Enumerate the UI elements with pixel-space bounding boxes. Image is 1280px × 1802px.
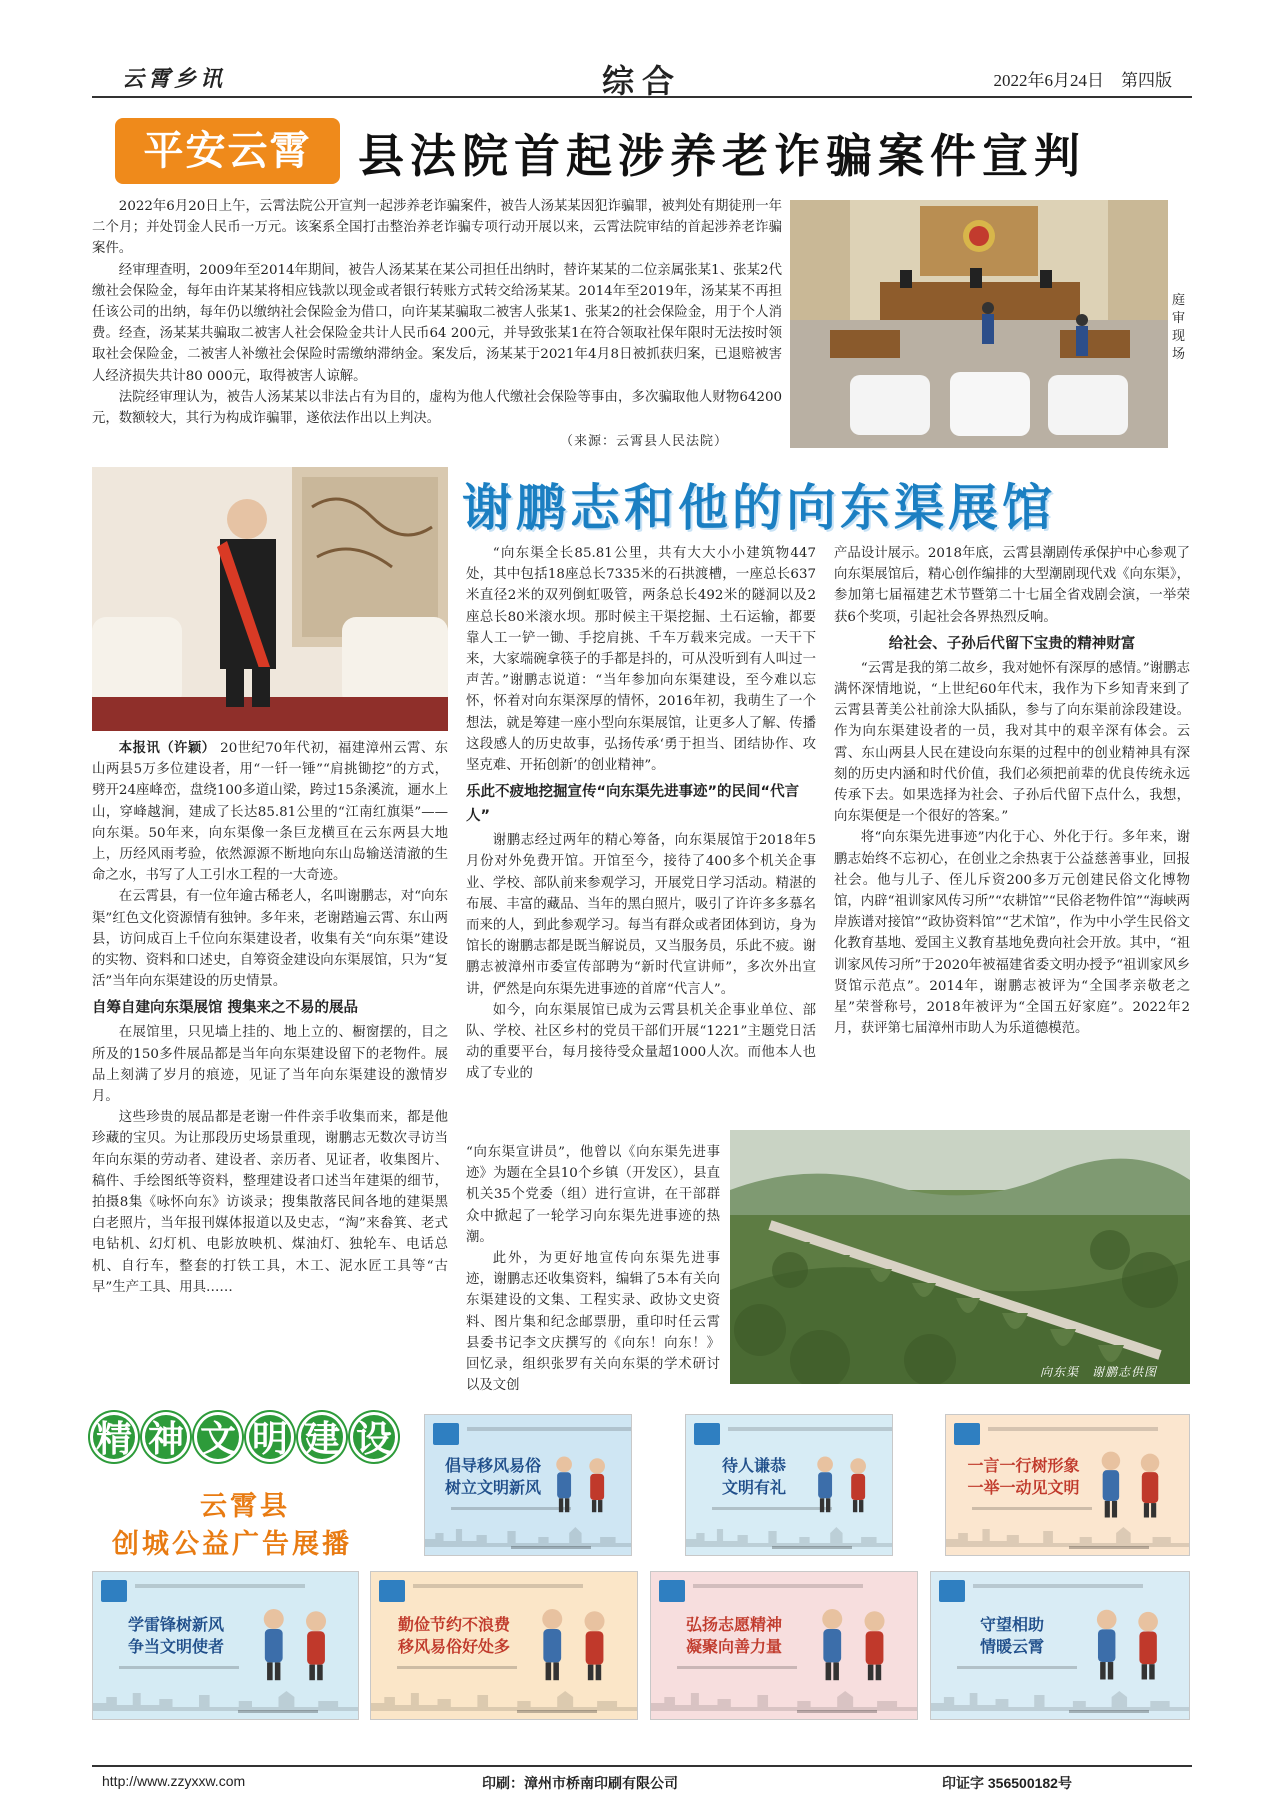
footer [92, 1765, 1192, 1793]
article-paragraph: 法院经审理认为，被告人汤某某以非法占有为目的，虚构为他人代缴社会保险等事由，多次骗取他人财物64200元，数额较大，其行为构成诈骗罪，遂依法作出以上判决。 [92, 389, 782, 427]
civility-title [90, 1412, 420, 1462]
poster-slogan [441, 1455, 545, 1499]
poster-slogan-line: 凝聚向善力量 [685, 1637, 782, 1656]
article-paragraph: 这些珍贵的展品都是老谢一件件亲手收集而来，都是他珍藏的宝贝。为让那段历史场景重现，谢鹏志无数次寻访当年向东渠的劳动者、建设者、亲历者、见证者，收集图片、稿件、手绘图纸等资料，整理建设者口述当年建渠的细节，拍摄8集《咏怀向东》访谈录；搜集散落民间各地的建渠黑白老照片，当年报刊媒体报道以及史志，“淘”来畚箕、老式电钻机、幻灯机、电影放映机、煤油灯、独轮车、电话总机、自行车，整套的打铁工具，木工、泥水匠工具等“古早”生产工具、用具…… [92, 1110, 448, 1295]
aqueduct-photo [730, 1130, 1190, 1384]
poster-fineprint [397, 1666, 517, 1669]
poster-skyline [371, 1687, 637, 1711]
photo-caption: 向东渠 谢鹏志供图 [1040, 1365, 1158, 1379]
title-char: 明 [246, 1412, 294, 1462]
article-paragraph: 在云霄县，有一位年逾古稀老人，名叫谢鹏志，对“向东渠”红色文化资源情有独钟。多年来，老谢踏遍云霄、东山两县，访问成百上千位向东渠建设者，收集有关“向东渠”建设的实物、资料和口述史，自筹资金建设向东渠展馆，只为“复活”当年向东渠建设的历史情景。 [92, 889, 448, 990]
article-paragraph: 2022年6月20日上午，云霄法院公开宣判一起涉养老诈骗案件，被告人汤某某因犯诈骗罪，被判处有期徒刑一年二个月；并处罚金人民币一万元。该案系全国打击整治养老诈骗专项行动开展以来，云霄法院审结的首起涉养老诈骗案件。 [92, 199, 782, 257]
poster-slogan-line: 学雷锋树新风 [127, 1615, 224, 1634]
poster-logo-icon [101, 1580, 127, 1602]
civility-poster [370, 1571, 638, 1720]
article-column-3 [834, 543, 1190, 1039]
poster-illustration [240, 1599, 352, 1688]
poster-logo-icon [694, 1423, 720, 1445]
poster-header-strip [728, 1427, 893, 1431]
article-paragraph: 产品设计展示。2018年底，云霄县潮剧传承保护中心参观了向东渠展馆后，精心创作编排的大型潮剧现代戏《向东渠》，参加第七届福建艺术节暨第二十七届全省戏剧会演，一举荣获6个奖项，引起社会各界热烈反响。 [834, 546, 1190, 625]
poster-slogan-line: 文明有礼 [721, 1478, 786, 1497]
poster-slogan-line: 情暖云霄 [979, 1637, 1044, 1656]
license-number: 印证字 356500182号 [942, 1775, 1072, 1791]
safe-yunxiao-badge: 平安云霄 [115, 118, 340, 184]
title-char: 精 [90, 1412, 138, 1462]
poster-slogan [702, 1455, 806, 1499]
poster-slogan-line: 树立文明新风 [444, 1478, 541, 1497]
poster-logo-icon [954, 1423, 980, 1445]
poster-credit [1069, 1710, 1149, 1713]
poster-header-strip [988, 1427, 1158, 1431]
civility-poster [424, 1414, 632, 1556]
article-paragraph: 20世纪70年代初，福建漳州云霄、东山两县5万多位建设者，用“一钎一锤”“肩挑锄挖”的方式，劈开24座峰峦，盘绕100多道山梁，跨过15条溪流，逦水上山，穿峰越涧，建成了长达85.81公里的“江南红旗渠”——向东渠。50年来，向东渠像一条巨龙横亘在云东两县大地上，历经风雨考验，依然源源不断地向东山岛输送清澈的生命之水，书写了人工引水工程的一大奇迹。 [92, 741, 449, 884]
title-char: 神 [142, 1412, 190, 1462]
poster-logo-icon [379, 1580, 405, 1602]
poster-slogan [387, 1614, 521, 1658]
poster-slogan-line: 勤俭节约不浪费 [397, 1615, 510, 1634]
poster-skyline [93, 1687, 358, 1711]
civility-poster [92, 1571, 359, 1720]
article-paragraph: 在展馆里，只见墙上挂的、地上立的、橱窗摆的，目之所及的150多件展品都是当年向东渠建设留下的老物件。展品上刻满了岁月的痕迹，见证了当年向东渠建设的激情岁月。 [92, 1025, 448, 1105]
poster-skyline [946, 1523, 1189, 1547]
poster-illustration [518, 1599, 631, 1688]
civility-county: 云霄县 [200, 1491, 290, 1522]
paper-name: 云霄乡讯 [122, 66, 227, 92]
poster-credit [517, 1710, 597, 1713]
title-char: 设 [350, 1412, 398, 1462]
section-title: 综合 [602, 62, 683, 100]
civility-poster [650, 1571, 918, 1720]
court-headline: 县法院首起涉养老诈骗案件宣判 [358, 129, 1086, 183]
civility-poster [930, 1571, 1190, 1720]
article-paragraph: 此外，为更好地宣传向东渠先进事迹，谢鹏志还收集资料，编辑了5本有关向东渠建设的文集、工程实录、政协文史资料、图片集和纪念邮票册，重印时任云霄县委书记李文庆撰写的《向东！向东！》回忆录，组织张罗有关向东渠的学术研讨以及文创 [466, 1251, 720, 1394]
article-paragraph: “向东渠全长85.81公里，共有大大小小建筑物447处，其中包括18座总长7335米的石拱渡槽，一座总长637米直径2米的双列倒虹吸管，两条总长492米的隧洞以及2座总长80米滚水坝。那时候主干渠挖掘、土石运输，都要靠人工一铲一锄、手挖肩挑、千车万载来完成。一天干下来，大家端碗拿筷子的手都是抖的，可从没听到有人叫过一声苦。”谢鹏志说道：“当年参加向东渠建设，至今难以忘怀，怀着对向东渠深厚的情怀，2016年初，我萌生了一个想法，就是筹建一座小型向东渠展馆，让更多人了解、传播这段感人的历史故事，弘扬传承‘勇于担当、团结协作、攻坚克难、开拓创新’的创业精神”。 [466, 546, 816, 774]
poster-credit [797, 1710, 877, 1713]
poster-slogan [667, 1614, 801, 1658]
portrait-photo [92, 467, 448, 731]
court-article [92, 196, 782, 429]
subheading: 给社会、子孙后代留下宝贵的精神财富 [888, 635, 1136, 652]
courtroom-photo [790, 200, 1168, 448]
article-paragraph: 经审理查明，2009年至2014年期间，被告人汤某某在某公司担任出纳时，替许某某的二位亲属张某1、张某2代缴社会保险金，每年由许某某将相应钱款以现金或者银行转账方式转交给汤某某。2014年至2019年，汤某某不再担任该公司的出纳，每年仍以缴纳社会保险金为借口，向许某某骗取二被害人张某1、张某2的社会保险金，用于个人消费。经查，汤某某共骗取二被害人社会保险金共计人民币64 200元，并导致张某1在符合领取社保年限时无法按时领取社会保险金，二被害人补缴社会保险时需缴纳滞纳金。案发后，汤某某于2021年4月8日被抓获归案，已退赔被害人经济损失共计80 000元，取得被害人谅解。 [92, 262, 782, 384]
poster-slogan-line: 移风易俗好处多 [397, 1637, 510, 1656]
poster-logo-icon [939, 1580, 965, 1602]
poster-skyline [425, 1523, 631, 1547]
poster-illustration [798, 1599, 911, 1688]
subheading: 自筹自建向东渠展馆 搜集来之不易的展品 [92, 1000, 359, 1017]
poster-slogan-line: 守望相助 [979, 1615, 1044, 1634]
poster-credit [1069, 1546, 1149, 1549]
poster-slogan-line: 一言一行树形象 [967, 1456, 1080, 1475]
byline: 本报讯（许颖） [118, 740, 216, 756]
poster-credit [772, 1546, 852, 1549]
poster-credit [511, 1546, 591, 1549]
article-column-1 [92, 738, 448, 1298]
poster-slogan [109, 1614, 243, 1658]
civility-subtitle: 创城公益广告展播 [112, 1529, 352, 1560]
poster-header-strip [413, 1584, 583, 1588]
poster-fineprint [677, 1666, 797, 1669]
article-column-2b [466, 1142, 720, 1396]
website-link[interactable]: http://www.zzyxxw.com [102, 1773, 246, 1789]
poster-skyline [686, 1523, 892, 1547]
poster-illustration [1074, 1599, 1183, 1688]
date-edition: 2022年6月24日 第四版 [993, 71, 1172, 90]
article-column-2 [466, 543, 816, 1085]
photo-caption: 庭审现场 [1172, 293, 1186, 362]
poster-fineprint [957, 1666, 1077, 1669]
printer-info: 印刷：漳州市桥南印刷有限公司 [482, 1775, 678, 1791]
article-source: （来源：云霄县人民法院） [560, 434, 729, 449]
article-paragraph: “云霄是我的第二故乡，我对她怀有深厚的感情。”谢鹏志满怀深情地说，“上世纪60年代末，我作为下乡知青来到了云霄县菁美公社前涂大队插队，参与了向东渠前涂段建设。作为向东渠建设者的一员，我对其中的艰辛深有体会。云霄、东山两县人民在建设向东渠的过程中的创业精神具有深刻的历史内涵和时代价值，我们必须把前辈的优良传统永远传承下去。如果选择为社会、子孙后代留下点什么，我想，向东渠便是一个很好的答案。” [834, 660, 1190, 825]
poster-slogan-line: 争当文明使者 [127, 1637, 224, 1656]
poster-slogan-line: 弘扬志愿精神 [685, 1615, 782, 1634]
poster-logo-icon [659, 1580, 685, 1602]
exhibition-headline: 谢鹏志和他的向东渠展馆 [462, 479, 1056, 537]
article-paragraph: “向东渠宣讲员”，他曾以《向东渠先进事迹》为题在全县10个乡镇（开发区），县直机关35个党委（组）进行宣讲，在干部群众中掀起了一轮学习向东渠先进事迹的热潮。 [466, 1145, 720, 1245]
poster-header-strip [467, 1427, 632, 1431]
poster-illustration [1080, 1441, 1183, 1526]
poster-illustration [538, 1441, 625, 1526]
title-char: 文 [194, 1412, 242, 1462]
poster-slogan-line: 倡导移风易俗 [444, 1456, 541, 1475]
poster-illustration [799, 1441, 886, 1526]
civility-title-chars [90, 1412, 420, 1462]
poster-logo-icon [433, 1423, 459, 1445]
poster-slogan [947, 1614, 1077, 1658]
article-paragraph: 如今，向东渠展馆已成为云霄县机关企事业单位、部队、学校、社区乡村的党员干部们开展“1221”主题党日活动的重要平台，每月接待受众量超1000人次。而他本人也成了专业的 [466, 1002, 816, 1082]
poster-slogan-line: 一举一动见文明 [967, 1478, 1080, 1497]
poster-header-strip [693, 1584, 863, 1588]
masthead [92, 56, 1192, 98]
poster-header-strip [973, 1584, 1143, 1588]
civility-poster [945, 1414, 1190, 1556]
civility-poster [685, 1414, 893, 1556]
poster-credit [238, 1710, 318, 1713]
title-char: 建 [298, 1412, 346, 1462]
poster-skyline [651, 1687, 917, 1711]
article-paragraph: 将“向东渠先进事迹”内化于心、外化于行。多年来，谢鹏志始终不忘初心，在创业之余热衷于公益慈善事业，回报社会。他与儿子、侄儿斥资200多万元创建民俗文化博物馆，内辟“祖训家风传习所”“农耕馆”“民俗老物件馆”“海峡两岸族谱对接馆”“政协资料馆”“艺术馆”，作为中小学生民俗文化教育基地、爱国主义教育基地免费向社会开放。其中，“祖训家风传习所”于2020年被福建省委文明办授予“祖训家风乡贤馆示范点”。2014年，谢鹏志被评为“全国孝亲敬老之星”荣誉称号，2018年被评为“全国五好家庭”。2022年2月，获评第七届漳州市助人为乐道德模范。 [834, 830, 1190, 1037]
poster-fineprint [972, 1507, 1092, 1510]
article-paragraph: 谢鹏志经过两年的精心筹备，向东渠展馆于2018年5月份对外免费开馆。开馆至今，接待了400多个机关企事业、学校、部队前来参观学习，开展党日学习活动。精湛的布展、丰富的藏品、当年的黑白照片，吸引了许许多多慕名而来的人，到此参观学习。每当有群众或者团体到访，身为馆长的谢鹏志都是既当解说员，又当服务员，乐此不疲。谢鹏志被漳州市委宣传部聘为“新时代宣讲师”，多次外出宣讲，俨然是向东渠先进事迹的首席“代言人”。 [466, 833, 816, 997]
poster-fineprint [119, 1666, 239, 1669]
subheading: 乐此不疲地挖掘宣传“向东渠先进事迹”的民间“代言人” [466, 784, 800, 825]
poster-slogan-line: 待人谦恭 [721, 1456, 786, 1475]
poster-header-strip [135, 1584, 305, 1588]
poster-skyline [931, 1687, 1189, 1711]
poster-slogan [962, 1455, 1085, 1499]
